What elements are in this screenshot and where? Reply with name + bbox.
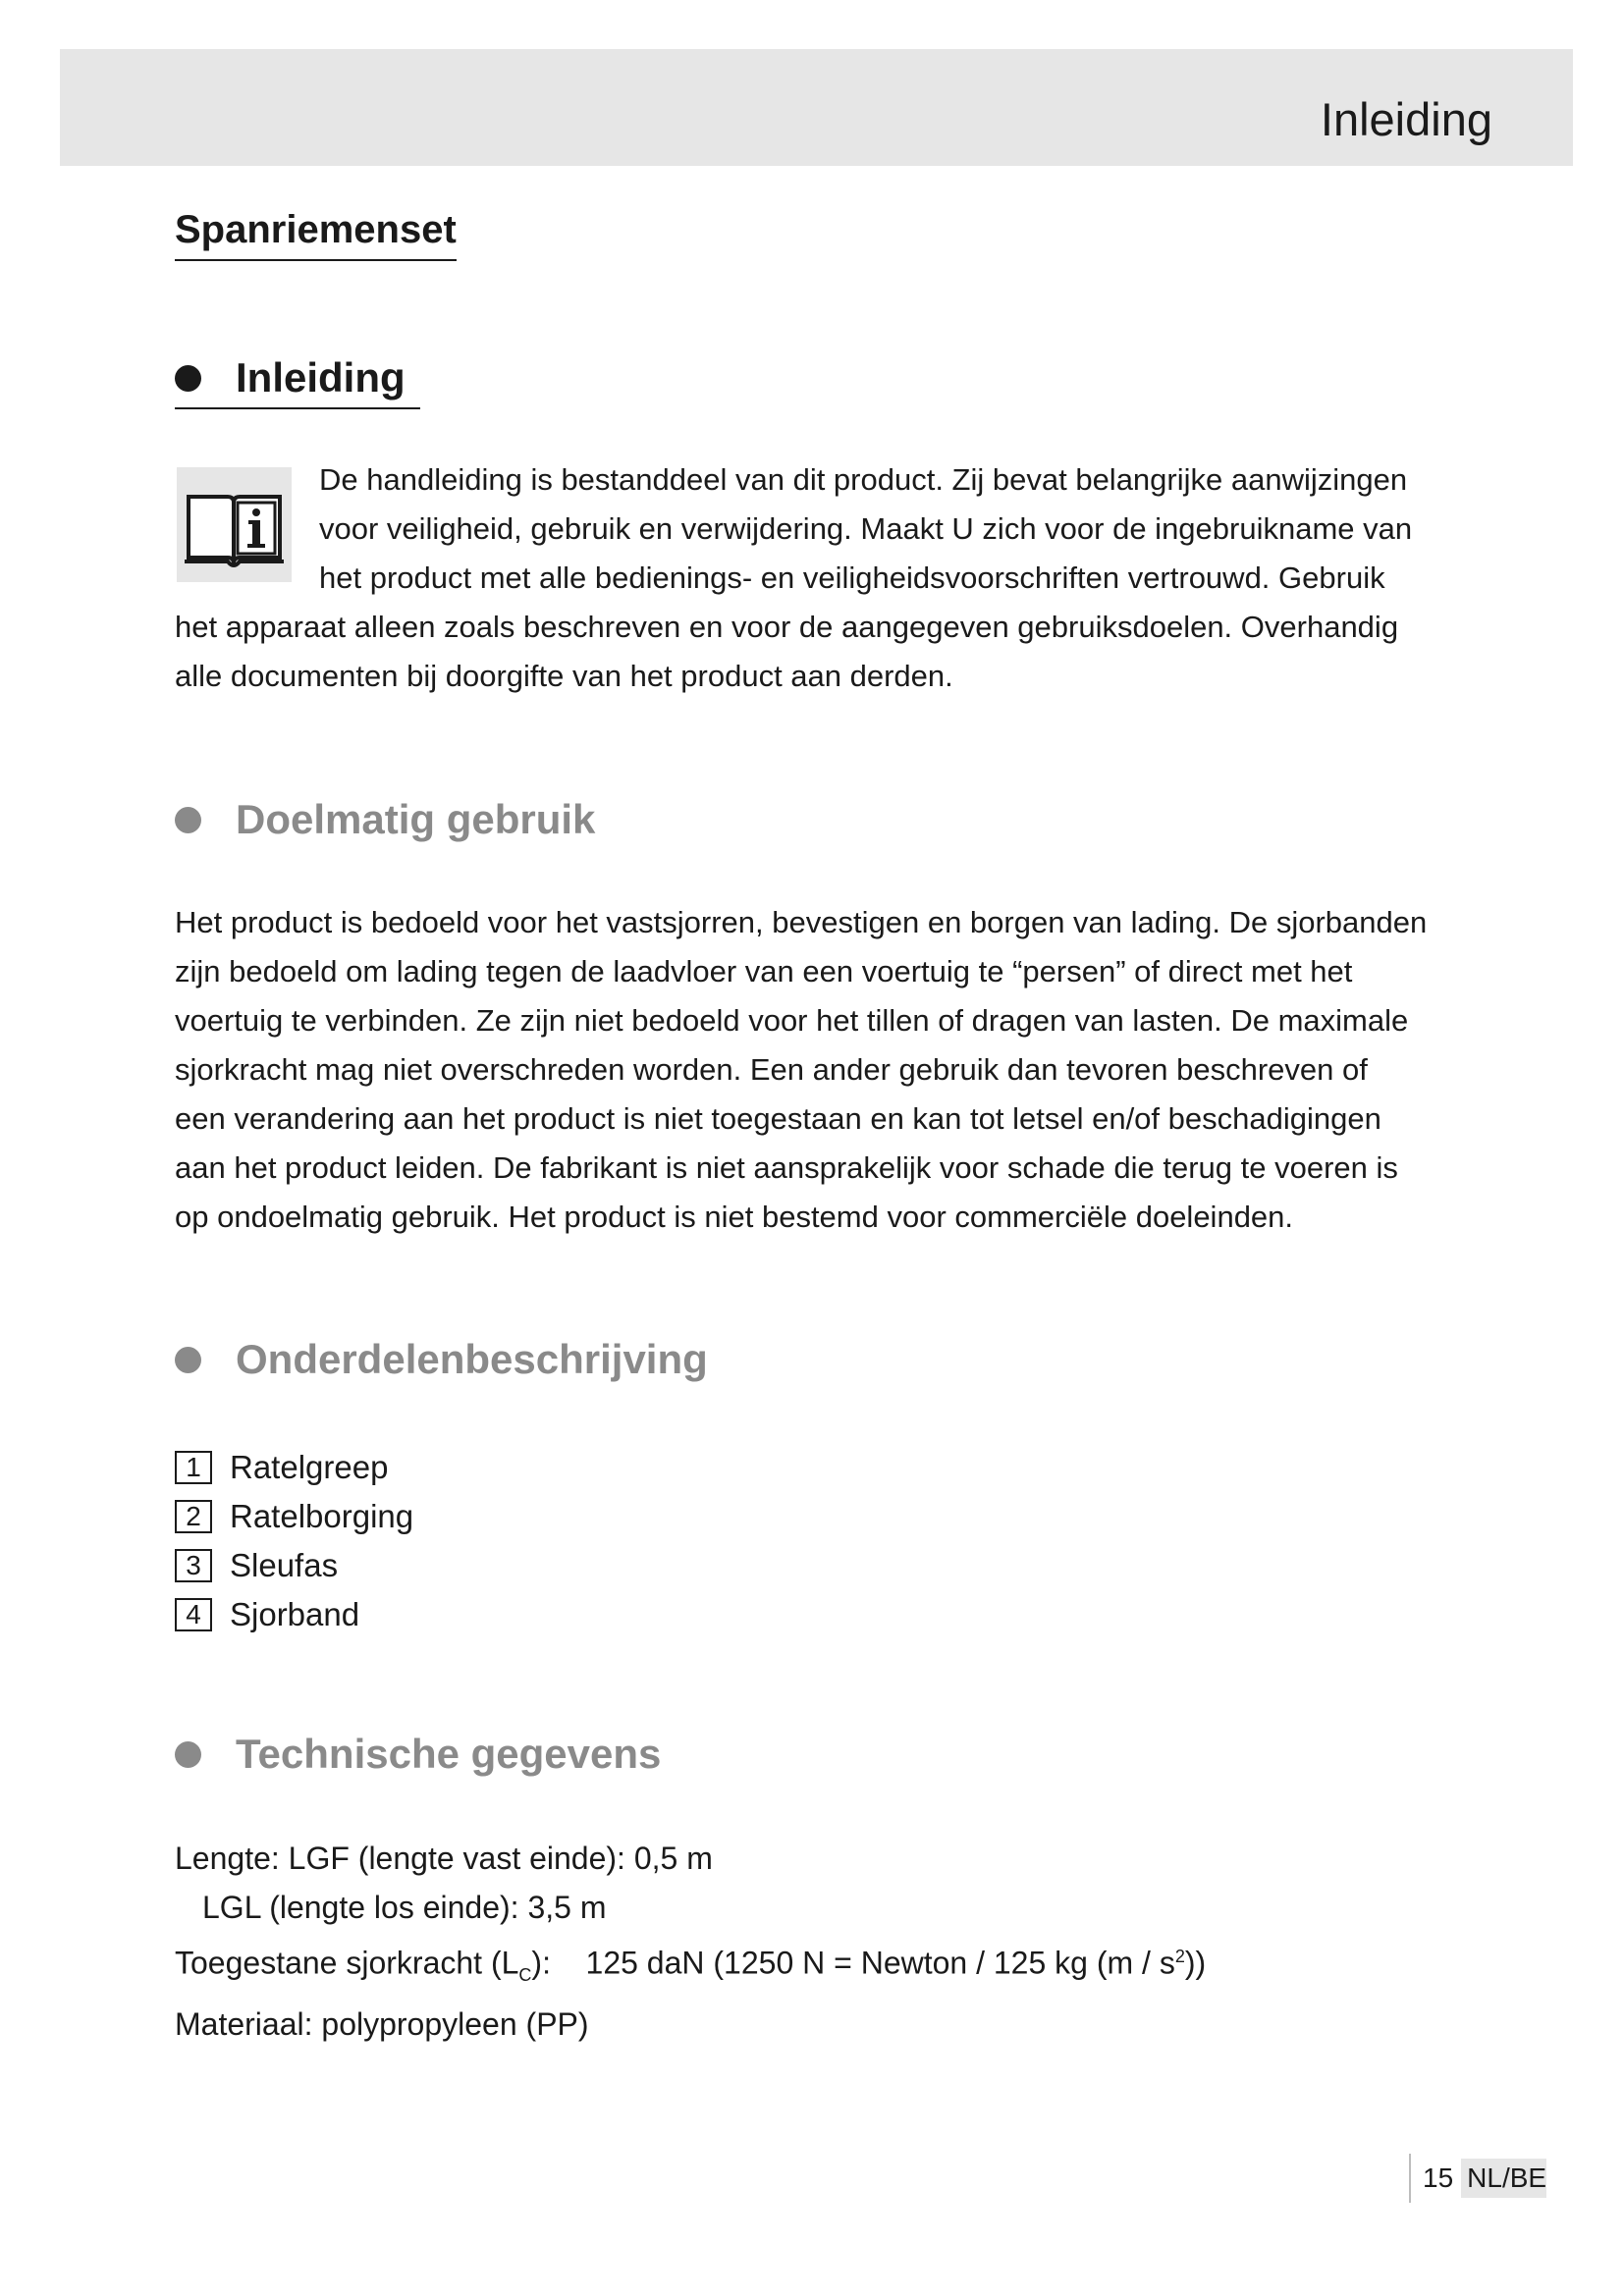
text-line: op ondoelmatig gebruik. Het product is niet bestemd voor commerciële doeleinden. xyxy=(175,1200,1294,1234)
section-heading-usage xyxy=(175,797,595,842)
section-heading-tech xyxy=(175,1732,661,1777)
language-code: NL/BE xyxy=(1461,2159,1546,2198)
text-line: De handleiding is bestanddeel van dit product. Zij bevat belangrijke aanwijzingen xyxy=(319,462,1408,497)
force-label: Toegestane sjorkracht (L xyxy=(175,1945,519,1981)
part-number: 2 xyxy=(175,1500,212,1533)
part-label: Sjorband xyxy=(230,1596,360,1632)
force-value: 125 daN (1250 N = Newton / 125 kg (m / s xyxy=(585,1945,1175,1981)
material-label: Materiaal: xyxy=(175,2006,313,2043)
page-footer xyxy=(1409,2154,1546,2203)
bullet-icon xyxy=(175,807,201,833)
part-number: 4 xyxy=(175,1598,212,1631)
list-item xyxy=(175,1443,413,1492)
length-label: Lengte: xyxy=(175,1841,280,1876)
book-info-icon xyxy=(177,467,292,582)
tech-lgl-row xyxy=(175,1883,1206,1932)
tech-specs xyxy=(175,1834,1206,2049)
text-line: alle documenten bij doorgifte van het product aan derden. xyxy=(175,659,953,693)
usage-paragraph xyxy=(175,898,1471,1242)
force-sub: C xyxy=(518,1965,532,1986)
part-label: Sleufas xyxy=(230,1547,339,1583)
text-line: voertuig te verbinden. Ze zijn niet bedoeld voor het tillen of dragen van lasten. De maximale xyxy=(175,1003,1409,1038)
section-heading-usage-label: Doelmatig gebruik xyxy=(236,796,596,842)
text-line: aan het product leiden. De fabrikant is niet aansprakelijk voor schade die terug te voeren is xyxy=(175,1150,1398,1185)
text-line: voor veiligheid, gebruik en verwijdering. Maakt U zich voor de ingebruikname van xyxy=(319,511,1413,546)
tech-length-row xyxy=(175,1834,1206,1883)
tech-material-row xyxy=(175,2000,1206,2049)
intro-paragraph-indented xyxy=(319,455,1458,603)
list-item xyxy=(175,1492,413,1541)
text-line: sjorkracht mag niet overschreden worden. Een ander gebruik dan tevoren beschreven of xyxy=(175,1052,1368,1087)
force-close: ): xyxy=(531,1945,551,1981)
list-item xyxy=(175,1590,413,1639)
bullet-icon xyxy=(175,1741,201,1768)
text-line: het product met alle bedienings- en veiligheidsvoorschriften vertrouwd. Gebruik xyxy=(319,561,1385,595)
header-title: Inleiding xyxy=(1320,93,1492,145)
force-sup: 2 xyxy=(1174,1947,1185,1966)
section-heading-tech-label: Technische gegevens xyxy=(236,1731,662,1777)
part-number: 1 xyxy=(175,1451,212,1484)
page-number: 15 xyxy=(1423,2163,1454,2193)
section-heading-parts-label: Onderdelenbeschrijving xyxy=(236,1336,708,1382)
text-line: zijn bedoeld om lading tegen de laadvloer van een voertuig te “persen” of direct met het xyxy=(175,954,1353,988)
force-end: )) xyxy=(1184,1945,1207,1981)
text-line: een verandering aan het product is niet toegestaan en kan tot letsel en/of beschadigingen xyxy=(175,1101,1381,1136)
tech-force-row xyxy=(175,1932,1206,2000)
part-number: 3 xyxy=(175,1549,212,1582)
list-item xyxy=(175,1541,413,1590)
part-label: Ratelgreep xyxy=(230,1449,389,1485)
section-heading-intro-label: Inleiding xyxy=(236,354,406,400)
text-line: het apparaat alleen zoals beschreven en voor de aangegeven gebruiksdoelen. Overhandig xyxy=(175,610,1399,644)
parts-list xyxy=(175,1443,413,1639)
document-title: Spanriemenset xyxy=(175,208,457,261)
intro-paragraph-full xyxy=(175,603,1471,701)
bullet-icon xyxy=(175,1347,201,1373)
text-line: Het product is bedoeld voor het vastsjorren, bevestigen en borgen van lading. De sjorbanden xyxy=(175,905,1428,939)
section-heading-parts xyxy=(175,1337,708,1382)
lgf-value: LGF (lengte vast einde): 0,5 m xyxy=(288,1841,713,1876)
section-heading-intro xyxy=(175,355,406,400)
heading-underline xyxy=(175,407,420,409)
part-label: Ratelborging xyxy=(230,1498,414,1534)
bullet-icon xyxy=(175,365,201,392)
material-value: polypropyleen (PP) xyxy=(321,2006,589,2043)
lgl-value: LGL (lengte los einde): 3,5 m xyxy=(202,1890,607,1925)
